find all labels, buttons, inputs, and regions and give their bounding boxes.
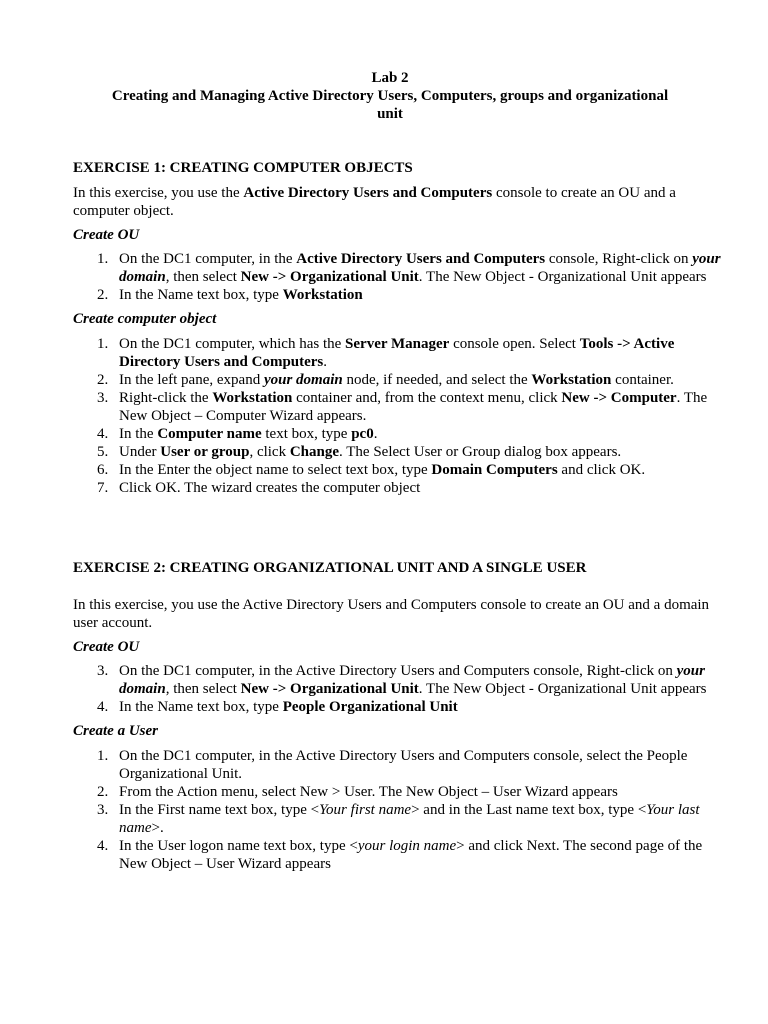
text-run: console to create an OU and a computer object. (73, 185, 676, 219)
text-run: On the DC1 computer, which has the (119, 336, 346, 352)
text-run: >. (151, 820, 164, 836)
text-run: In the Enter the object name to select text box, type (119, 462, 432, 478)
list-number: 2. (97, 287, 109, 303)
document-header (70, 69, 710, 123)
emphasis-text: your domain (119, 663, 705, 697)
create-user-steps (73, 747, 723, 873)
list-item (73, 801, 723, 837)
text-run: New -> Organizational Unit (240, 269, 419, 285)
lab-number: Lab 2 (371, 70, 409, 86)
list-number: 6. (97, 462, 109, 478)
text-run: In the First name text box, type < (119, 802, 320, 818)
text-run: Workstation (531, 372, 612, 388)
list-item (73, 662, 723, 698)
list-item (73, 335, 723, 371)
text-run: . The Select User or Group dialog box appears. (339, 444, 622, 460)
list-item-text (119, 784, 618, 800)
list-number: 4. (97, 699, 109, 715)
text-run: Change (289, 444, 340, 460)
list-item-text (119, 390, 707, 424)
list-item-text (119, 336, 674, 370)
text-run: > and in the Last name text box, type < (411, 802, 647, 818)
text-run: In this exercise, you use the Active Directory Users and Computers console to create an OU and a domain user account. (73, 597, 710, 631)
text-run: pc0 (351, 426, 374, 442)
exercise-2 (73, 559, 723, 873)
text-run: . (323, 354, 328, 370)
text-run: User or group (160, 444, 250, 460)
text-run: New -> Organizational Unit (240, 681, 419, 697)
list-item-text (119, 444, 621, 460)
text-run: In the left pane, expand (119, 372, 264, 388)
list-item (73, 371, 723, 389)
list-item-text (119, 480, 420, 496)
text-run: Tools -> Active Directory Users and Computers (119, 336, 675, 370)
text-run: On the DC1 computer, in the (119, 251, 297, 267)
list-number: 1. (97, 251, 109, 267)
text-run: Under (119, 444, 161, 460)
list-number: 1. (97, 336, 109, 352)
text-run: Server Manager (345, 336, 450, 352)
exercise-1 (73, 159, 723, 497)
text-run: . The New Object – Computer Wizard appears. (119, 390, 708, 424)
text-run: Right-click the (119, 390, 213, 406)
text-run: , then select (165, 681, 241, 697)
lab-title-line-1: Creating and Managing Active Directory Users, Computers, groups and organizational (111, 88, 669, 104)
list-item (73, 747, 723, 783)
list-item (73, 837, 723, 873)
list-item-text (119, 287, 363, 303)
text-run: . The New Object - Organizational Unit appears (418, 681, 707, 697)
list-item (73, 389, 723, 425)
text-run: Computer name (157, 426, 262, 442)
exercise-1-intro (73, 184, 723, 220)
text-run: People Organizational Unit (282, 699, 458, 715)
text-run: Active Directory Users and Computers (296, 251, 546, 267)
list-number: 3. (97, 663, 109, 679)
list-item (73, 443, 723, 461)
list-item-text (119, 372, 674, 388)
text-run: In the Name text box, type (119, 287, 283, 303)
list-item (73, 286, 723, 304)
list-item-text (119, 462, 645, 478)
list-item (73, 783, 723, 801)
text-run: Workstation (282, 287, 363, 303)
list-item (73, 479, 723, 497)
text-run: In this exercise, you use the (73, 185, 244, 201)
list-item-text (119, 251, 721, 285)
list-item-text (119, 699, 458, 715)
text-run: Your first name (319, 802, 412, 818)
text-run: . The New Object - Organizational Unit appears (418, 269, 707, 285)
list-item (73, 461, 723, 479)
text-run: In the Name text box, type (119, 699, 283, 715)
text-run: In the (119, 426, 158, 442)
list-item-text (119, 838, 702, 872)
text-run: container and, from the context menu, click (292, 390, 562, 406)
text-run: Workstation (212, 390, 293, 406)
list-item (73, 250, 723, 286)
text-run: Domain Computers (431, 462, 558, 478)
text-run: New -> Computer (561, 390, 677, 406)
exercise-1-heading: EXERCISE 1: CREATING COMPUTER OBJECTS (73, 160, 413, 176)
create-computer-steps (73, 335, 723, 497)
list-number: 5. (97, 444, 109, 460)
text-run: . (373, 426, 378, 442)
text-run: Active Directory Users and Computers (243, 185, 493, 201)
text-run: text box, type (261, 426, 352, 442)
list-number: 4. (97, 426, 109, 442)
list-item (73, 698, 723, 716)
text-run: node, if needed, and select the (342, 372, 532, 388)
create-ou-heading: Create OU (73, 227, 140, 243)
text-run: Click OK. The wizard creates the computer object (119, 480, 421, 496)
text-run: In the User logon name text box, type < (119, 838, 358, 854)
create-user-heading: Create a User (73, 723, 158, 739)
create-computer-heading: Create computer object (73, 311, 217, 327)
list-item-text (119, 426, 377, 442)
text-run: console, Right-click on (545, 251, 693, 267)
list-number: 7. (97, 480, 109, 496)
list-number: 3. (97, 390, 109, 406)
list-number: 1. (97, 748, 109, 764)
lab-title-line-2: unit (377, 106, 403, 122)
list-number: 2. (97, 784, 109, 800)
list-item-text (119, 748, 687, 782)
emphasis-text: your domain (263, 372, 343, 388)
text-run: and click OK. (557, 462, 646, 478)
text-run: Your last name (119, 802, 700, 836)
list-number: 2. (97, 372, 109, 388)
exercise-2-intro (73, 596, 723, 632)
create-ou-2-steps (73, 662, 723, 716)
text-run: container. (611, 372, 674, 388)
text-run: From the Action menu, select New > User. The New Object – User Wizard appears (119, 784, 618, 800)
list-item-text (119, 802, 700, 836)
exercise-2-heading: EXERCISE 2: CREATING ORGANIZATIONAL UNIT AND A SINGLE USER (73, 560, 587, 576)
list-number: 4. (97, 838, 109, 854)
text-run: console open. Select (449, 336, 580, 352)
text-run: , then select (165, 269, 241, 285)
text-run: On the DC1 computer, in the Active Directory Users and Computers console, select the People Organizational Unit. (119, 748, 688, 782)
list-item (73, 425, 723, 443)
create-ou-2-heading: Create OU (73, 639, 140, 655)
text-run: On the DC1 computer, in the Active Directory Users and Computers console, Right-click on (119, 663, 677, 679)
list-number: 3. (97, 802, 109, 818)
text-run: your login name (357, 838, 457, 854)
create-ou-steps (73, 250, 723, 304)
list-item-text (119, 663, 706, 697)
text-run: , click (249, 444, 290, 460)
text-run: > and click Next. The second page of the New Object – User Wizard appears (119, 838, 703, 872)
text-run (264, 372, 343, 388)
emphasis-text: your domain (119, 251, 721, 285)
